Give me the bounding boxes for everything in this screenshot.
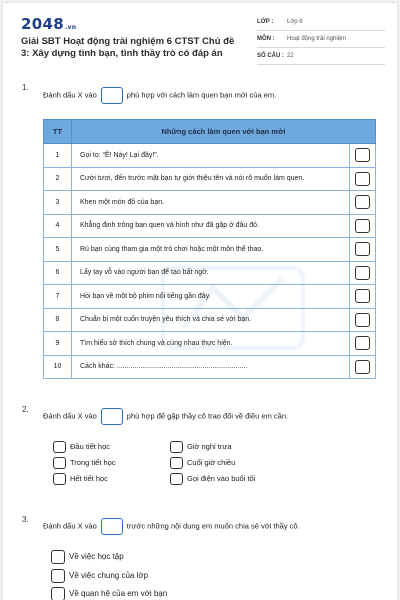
header-tt: TT bbox=[44, 120, 72, 144]
q3-option[interactable] bbox=[51, 549, 124, 565]
q3-option[interactable] bbox=[51, 568, 148, 584]
row-text: Chuẩn bị một cuốn truyện yêu thích và chia sẻ với bạn. bbox=[72, 308, 350, 332]
row-text: Khen một món đồ của bạn. bbox=[72, 191, 350, 215]
document-title: Giải SBT Hoạt động trải nghiệm 6 CTST Chủ đề 3: Xây dựng tình bạn, tình thầy trò có đáp án bbox=[21, 36, 235, 59]
option-label: Trong tiết học bbox=[70, 458, 116, 467]
q2-option[interactable] bbox=[170, 456, 235, 470]
checkbox-icon[interactable] bbox=[53, 473, 66, 485]
table-row bbox=[44, 285, 376, 309]
q2-text-after: phù hợp để gặp thầy cô trao đổi về điều em cần. bbox=[126, 411, 289, 421]
document-page bbox=[3, 3, 397, 600]
checkbox-icon[interactable] bbox=[53, 457, 66, 469]
row-number: 4 bbox=[44, 214, 72, 238]
row-checkbox[interactable] bbox=[355, 336, 370, 350]
table-header-row bbox=[44, 120, 376, 144]
table-row bbox=[44, 191, 376, 215]
table-row bbox=[44, 167, 376, 191]
row-text: Khẳng định trông bạn quen và hình như đã gặp ở đâu đó. bbox=[72, 214, 350, 238]
row-checkbox[interactable] bbox=[355, 195, 370, 209]
row-checkbox[interactable] bbox=[355, 219, 370, 233]
checkbox-icon[interactable] bbox=[53, 441, 66, 453]
row-number: 7 bbox=[44, 285, 72, 309]
row-text: Cách khác: ................................................................... bbox=[72, 355, 350, 379]
question-1-text bbox=[43, 87, 276, 104]
q2-option[interactable] bbox=[53, 456, 116, 470]
option-label: Về quan hệ của em với bạn bbox=[69, 589, 168, 598]
acquaintance-table bbox=[43, 119, 376, 379]
checkbox-icon[interactable] bbox=[170, 457, 183, 469]
logo-sub: .vn bbox=[64, 24, 77, 31]
q2-option[interactable] bbox=[53, 440, 110, 454]
answer-box-icon bbox=[101, 87, 123, 104]
row-number: 8 bbox=[44, 308, 72, 332]
row-checkbox[interactable] bbox=[355, 313, 370, 327]
checkbox-icon[interactable] bbox=[51, 569, 65, 583]
row-text: Lấy tay vỗ vào người bạn để tạo bất ngờ. bbox=[72, 261, 350, 285]
row-number: 2 bbox=[44, 167, 72, 191]
option-label: Về việc học tập bbox=[69, 552, 124, 561]
answer-box-icon bbox=[101, 518, 123, 535]
row-text: Gọi to: “Ê! Này! Lại đây!”. bbox=[72, 144, 350, 168]
logo-main: 2048 bbox=[21, 15, 64, 33]
checkbox-icon[interactable] bbox=[51, 587, 65, 600]
question-3-text bbox=[43, 518, 300, 535]
q3-option[interactable] bbox=[51, 586, 167, 600]
option-label: Hết tiết học bbox=[70, 474, 108, 483]
page-header bbox=[3, 3, 397, 69]
option-label: Đầu tiết học bbox=[70, 442, 111, 451]
row-checkbox[interactable] bbox=[355, 360, 370, 374]
question-1-number: 1. bbox=[22, 83, 29, 92]
q2-option[interactable] bbox=[170, 440, 232, 454]
meta-value: 22 bbox=[287, 53, 294, 59]
q3-text-after: trước những nội dung em muốn chia sẻ với thầy cô. bbox=[126, 521, 300, 531]
meta-row-count bbox=[257, 50, 385, 65]
table-row bbox=[44, 238, 376, 262]
row-checkbox[interactable] bbox=[355, 289, 370, 303]
q2-option[interactable] bbox=[53, 472, 108, 486]
table-row bbox=[44, 214, 376, 238]
option-label: Gọi điện vào buổi tối bbox=[187, 474, 256, 483]
row-text: Rủ bạn cùng tham gia một trò chơi hoặc một môn thể thao. bbox=[72, 238, 350, 262]
row-text: Tìm hiểu sở thích chung và cùng nhau thực hiện. bbox=[72, 332, 350, 356]
question-2-text bbox=[43, 408, 288, 425]
row-checkbox[interactable] bbox=[355, 242, 370, 256]
meta-info bbox=[257, 16, 385, 67]
q1-text-before: Đánh dấu X vào bbox=[43, 90, 97, 100]
table-row bbox=[44, 332, 376, 356]
row-checkbox[interactable] bbox=[355, 266, 370, 280]
table-row bbox=[44, 355, 376, 379]
header-methods: Những cách làm quen với bạn mới bbox=[72, 120, 376, 144]
row-text: Cười tươi, đến trước mặt bạn tự giới thiệu tên và nói rõ muốn làm quen. bbox=[72, 167, 350, 191]
table-row bbox=[44, 308, 376, 332]
row-number: 9 bbox=[44, 332, 72, 356]
site-logo[interactable] bbox=[21, 15, 76, 33]
q2-text-before: Đánh dấu X vào bbox=[43, 411, 97, 421]
checkbox-icon[interactable] bbox=[170, 473, 183, 485]
row-number: 10 bbox=[44, 355, 72, 379]
row-number: 5 bbox=[44, 238, 72, 262]
checkbox-icon[interactable] bbox=[51, 550, 65, 564]
option-label: Cuối giờ chiều bbox=[187, 458, 236, 467]
option-label: Về việc chung của lớp bbox=[69, 571, 149, 580]
meta-value: Lớp 6 bbox=[287, 19, 303, 25]
row-number: 6 bbox=[44, 261, 72, 285]
row-checkbox[interactable] bbox=[355, 148, 370, 162]
table-row bbox=[44, 144, 376, 168]
q1-text-after: phù hợp với cách làm quen bạn mới của em. bbox=[126, 90, 277, 100]
row-number: 3 bbox=[44, 191, 72, 215]
q3-text-before: Đánh dấu X vào bbox=[43, 521, 97, 531]
checkbox-icon[interactable] bbox=[170, 441, 183, 453]
row-checkbox[interactable] bbox=[355, 172, 370, 186]
table-row bbox=[44, 261, 376, 285]
meta-row-class bbox=[257, 16, 385, 31]
meta-key: SỐ CÂU : bbox=[257, 53, 284, 59]
meta-key: LỚP : bbox=[257, 19, 274, 25]
meta-row-subject bbox=[257, 33, 385, 48]
meta-value: Hoạt động trải nghiệm bbox=[287, 36, 347, 42]
q2-option[interactable] bbox=[170, 472, 255, 486]
answer-box-icon bbox=[101, 408, 123, 425]
meta-key: MÔN : bbox=[257, 36, 275, 42]
option-label: Giờ nghỉ trưa bbox=[187, 442, 232, 451]
question-2-number: 2. bbox=[22, 405, 29, 414]
question-3-number: 3. bbox=[22, 515, 29, 524]
row-text: Hỏi bạn về một bộ phim nổi tiếng gần đây. bbox=[72, 285, 350, 309]
row-number: 1 bbox=[44, 144, 72, 168]
